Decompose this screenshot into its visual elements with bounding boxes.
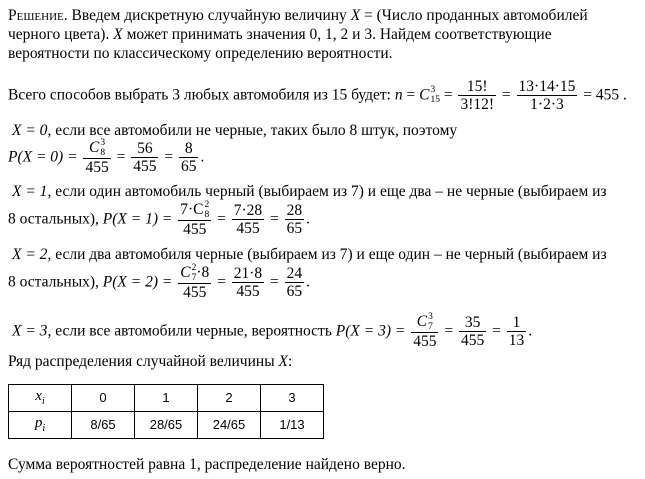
- case0-line: [12, 121, 457, 140]
- intro-line-3: [8, 44, 393, 63]
- x-value: 0: [72, 385, 135, 412]
- total-result: = 455 .: [583, 86, 627, 104]
- case3-frac-2: $\frac{35}{455}$: [460, 313, 485, 350]
- case3-frac-3: $\frac{1}{13}$: [508, 313, 525, 350]
- case2-text: , если два автомобиля черные (выбираем из 7) и еще один – не черный (выбираем из: [47, 246, 607, 263]
- case0-frac-2: $\frac{56}{455}$: [133, 139, 157, 176]
- x-header: $x_i$: [9, 385, 72, 412]
- series-title: Ряд распределения случайной величины X:: [8, 353, 293, 370]
- solution-label: Решение.: [8, 7, 68, 24]
- case2-line: [12, 245, 607, 264]
- case2-frac-1: C 2 7 ·8 455: [180, 263, 210, 301]
- total-frac-1: $\frac{15!}{3!12!}$: [460, 78, 495, 114]
- case3-cond: X = 3: [12, 322, 48, 340]
- case1-formula: 8 остальных), P(X = 1) = 7·C 2 8 455 = $\frac{7\cdot 28}{455}$ = $\frac{28}{65}$ .: [8, 200, 311, 238]
- case2-frac-2: $\frac{21\cdot 8}{455}$: [233, 264, 263, 301]
- distribution-table: [8, 384, 324, 439]
- total-combination: 3 15: [430, 85, 440, 105]
- intro-text-2-tail: может принимать значения 0, 1, 2 и 3. Найдем соответствующие: [126, 26, 552, 43]
- p-header: $p_i$: [9, 412, 72, 439]
- intro-text-1-tail: = (Число проданных автомобилей: [364, 7, 588, 24]
- intro-text-2: черного цвета).: [8, 26, 110, 43]
- p-value: 24/65: [198, 412, 261, 439]
- case3-frac-1: C 3 7 455: [413, 312, 437, 350]
- case0-text: , если все автомобили не черные, таких было 8 штук, поэтому: [47, 122, 458, 139]
- total-line: Всего способов выбрать 3 любых автомобиля из 15 будет: n = C 3 15 = $\frac{15!}{3!12!}$ = $\frac{13\cdot 14\cdot 15}{1\cdot 2\cdot 3}$ = 455 .: [8, 78, 627, 114]
- p-value: 8/65: [72, 412, 135, 439]
- var-x: X: [350, 7, 361, 24]
- table-row: [9, 412, 324, 439]
- case0-frac-3: $\frac{8}{65}$: [180, 139, 197, 176]
- case1-frac-3: $\frac{28}{65}$: [286, 201, 303, 238]
- case1-text: , если один автомобиль черный (выбираем из 7) и еще два – не черные (выбираем из: [47, 183, 607, 200]
- case1-cond: X = 1: [12, 183, 48, 200]
- x-value: 1: [135, 385, 198, 412]
- case1-line: [12, 182, 607, 201]
- case2-frac-3: $\frac{24}{65}$: [286, 264, 303, 301]
- total-text: Всего способов выбрать 3 любых автомобиля из 15 будет:: [8, 86, 391, 104]
- case0-frac-1: C 3 8 455: [85, 138, 109, 176]
- var-x-2: X: [113, 26, 123, 43]
- total-n: n: [394, 86, 403, 104]
- table-row: [9, 385, 324, 412]
- conclusion: Сумма вероятностей равна 1, распределение найдено верно.: [8, 456, 406, 473]
- x-value: 2: [198, 385, 261, 412]
- intro-text-1: Введем дискретную случайную величину: [71, 7, 347, 24]
- case1-frac-2: $\frac{7\cdot 28}{455}$: [233, 201, 263, 238]
- case3-line: X = 3, если все автомобили черные, вероятность P(X = 3) = C 3 7 455 = $\frac{35}{455}$ = $\frac{1}{13}$ .: [12, 312, 533, 350]
- case0-formula: P(X = 0) = C 3 8 455 = $\frac{56}{455}$ = $\frac{8}{65}$ .: [8, 138, 205, 176]
- case0-cond: X = 0: [12, 122, 48, 139]
- p-value: 1/13: [261, 412, 324, 439]
- case1-frac-1: 7·C 2 8 455: [180, 200, 210, 238]
- intro-line-1: [8, 6, 588, 25]
- total-frac-2: $\frac{13\cdot 14\cdot 15}{1\cdot 2\cdot 3}$: [518, 78, 576, 114]
- intro-text-3: вероятности по классическому определению вероятности.: [8, 45, 393, 62]
- case2-cond: X = 2: [12, 246, 48, 263]
- intro-line-2: [8, 25, 552, 44]
- p-value: 28/65: [135, 412, 198, 439]
- x-value: 3: [261, 385, 324, 412]
- case3-text: , если все автомобили черные, вероятность: [47, 322, 332, 340]
- case2-formula: 8 остальных), P(X = 2) = C 2 7 ·8 455 = $\frac{21\cdot 8}{455}$ = $\frac{24}{65}$ .: [8, 263, 311, 301]
